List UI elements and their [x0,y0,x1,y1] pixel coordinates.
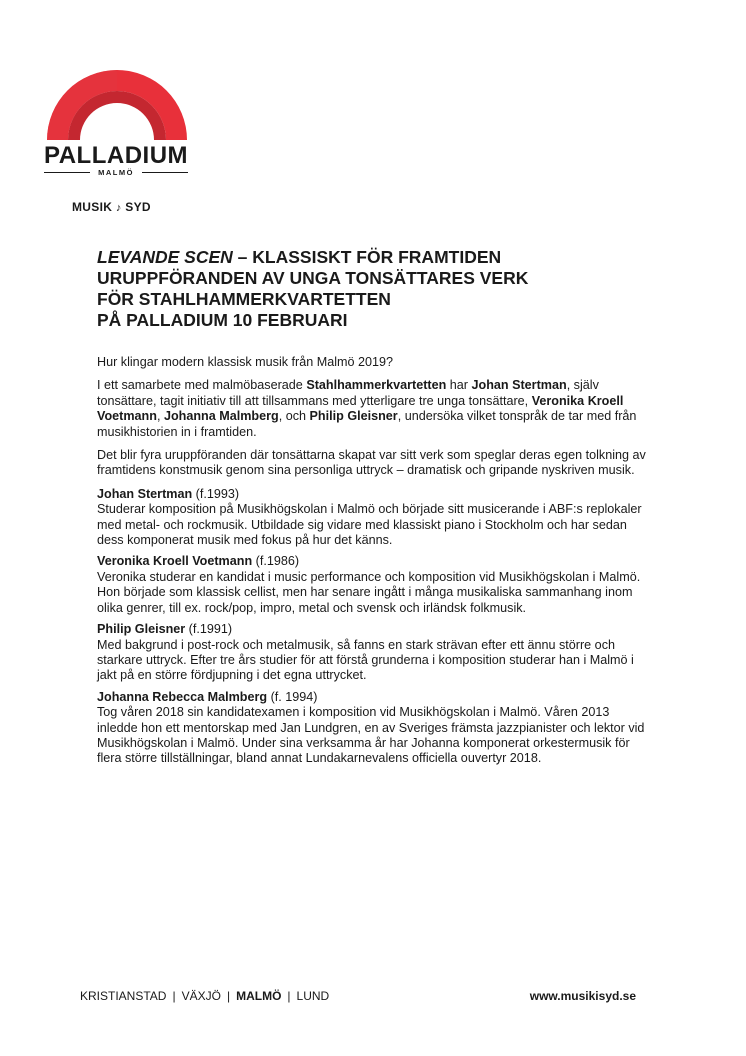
headline-line-4: PÅ PALLADIUM 10 FEBRUARI [97,310,348,330]
page-footer [80,989,636,1003]
headline-line-1-rest: – KLASSISKT FÖR FRAMTIDEN [232,247,502,267]
footer-separator: | [287,989,291,1003]
bio-heading [97,554,653,569]
bio-section [97,554,653,616]
text: , själv tonsättare, tagit initiativ till att tillsammans med ytterligare tre unga tonsättare, [97,378,599,408]
footer-city: LUND [296,989,330,1003]
bio-section [97,690,653,767]
palladium-wordmark: PALLADIUM [44,142,189,169]
musik-text: MUSIK [72,200,113,214]
bio-name: Philip Gleisner [97,622,186,637]
composer-name: Johanna Malmberg [163,409,279,424]
press-release-headline [97,247,657,331]
bio-heading [97,487,653,502]
bio-text: Tog våren 2018 sin kandidatexamen i komposition vid Musikhögskolan i Malmö. Våren 2013 inledde hon ett mentorskap med Jan Lundgren, en av Sveriges främsta jazzpianister och lektor vid Musikhögskolan i Malmö. Under sina verksamma år har Johanna komponerat orkestermusik för flera större tillställningar, bland annat Lundakarnevalens officiella ouvertyr 2018. [97,705,645,766]
intro-question: Hur klingar modern klassisk musik från Malmö 2019? [97,355,394,369]
music-note-icon: ♪ [115,202,122,214]
composer-name: Philip Gleisner [309,409,398,424]
syd-text: SYD [125,200,151,214]
footer-city-highlight: MALMÖ [236,989,282,1003]
bio-section [97,487,653,549]
divider [44,172,90,173]
bio-text: Studerar komposition på Musikhögskolan i Malmö och började sitt musicerande i ABF:s replokaler med metal- och rockmusik. Utbildade sig vidare med klassiskt piano i Stockholm och har sedan dess komponerat musik med fokus på hur det känns. [97,502,642,548]
intro-paragraph [97,378,653,440]
headline-line-2: URUPPFÖRANDEN AV UNGA TONSÄTTARES VERK [97,268,529,288]
bio-heading [97,622,653,637]
bio-birth-year: (f.1991) [185,622,233,637]
bio-name: Johanna Rebecca Malmberg [97,689,268,704]
composer-name: Johan Stertman [471,378,567,393]
bio-heading [97,690,653,705]
text: , och [278,409,310,424]
divider [142,172,188,173]
bio-birth-year: (f. 1994) [267,689,318,704]
bio-name: Johan Stertman [97,486,193,501]
footer-city: VÄXJÖ [181,989,221,1003]
arch-icon [42,58,192,142]
palladium-city: MALMÖ [98,168,134,177]
footer-separator: | [172,989,176,1003]
palladium-arch-logo [42,58,192,142]
text: I ett samarbete med malmöbaserade [97,378,307,393]
footer-separator: | [226,989,231,1003]
footer-city: KRISTIANSTAD [80,989,167,1003]
footer-website-link[interactable]: www.musikisyd.se [529,989,636,1003]
bio-text: Med bakgrund i post-rock och metalmusik, så fanns en stark strävan efter ett ännu större och starkare uttryck. Efter tre års studier för att förstå grunderna i komposition studerar han i Malmö i jakt på en större fördjupning i det egna uttrycket. [97,637,634,683]
headline-line-1 [97,247,657,268]
headline-line-3: FÖR STAHLHAMMERKVARTETTEN [97,289,391,309]
description-paragraph: Det blir fyra uruppföranden där tonsättarna skapat var sitt verk som speglar deras egen tolkning av framtidens konstmusik genom sina personliga uttryck – dramatisk och gripande nyskriven musik. [97,448,646,478]
palladium-city-line [44,168,188,177]
body-content [97,355,653,773]
ensemble-name: Stahlhammerkvartetten [306,378,447,393]
bio-birth-year: (f.1986) [252,554,300,569]
bio-section [97,622,653,684]
headline-italic: LEVANDE SCEN [97,247,233,267]
bio-name: Veronika Kroell Voetmann [97,554,253,569]
musik-i-syd-logo [72,200,151,214]
text: har [446,378,472,393]
composer-name: Veronika Kroell Voetmann [97,393,624,424]
bio-text: Veronika studerar en kandidat i music performance och komposition vid Musikhögskolan i Malmö. Hon började som klassisk cellist, men har senare ingått i många musikaliska sammanhang inom olika genrer, till ex. rock/pop, impro, metal och svensk och irländsk folkmusik. [97,569,641,615]
text: , [156,409,164,424]
footer-cities [80,989,329,1003]
bio-birth-year: (f.1993) [192,486,240,501]
text: , undersöka vilket tonspråk de tar med från musikhistorien in i framtiden. [97,409,637,439]
